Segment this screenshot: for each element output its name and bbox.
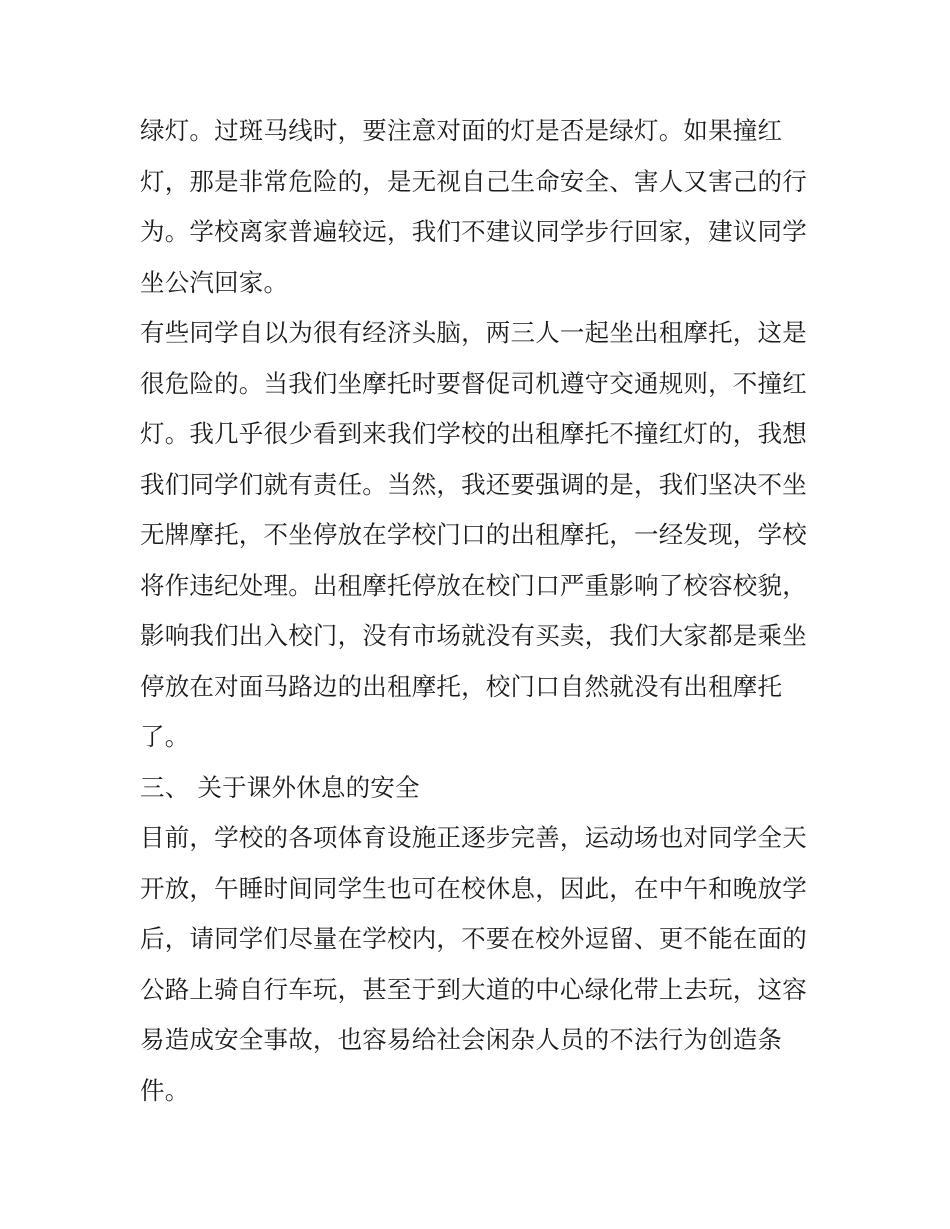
text-line: 为。学校离家普遍较远，我们不建议同学步行回家，建议同学: [140, 217, 807, 246]
text-line: 很危险的。当我们坐摩托时要督促司机遵守交通规则，不撞红: [140, 369, 807, 398]
text-line: 停放在对面马路边的出租摩托，校门口自然就没有出租摩托: [140, 672, 783, 701]
text-line: 将作违纪处理。出租摩托停放在校门口严重影响了校容校貌，: [140, 571, 807, 600]
text-line: 件。: [140, 1076, 190, 1105]
text-line: 开放，午睡时间同学生也可在校休息，因此，在中午和晚放学: [140, 874, 807, 903]
text-line: 目前，学校的各项体育设施正逐步完善，运动场也对同学全天: [140, 823, 807, 852]
text-line: 影响我们出入校门，没有市场就没有买卖，我们大家都是乘坐: [140, 621, 807, 650]
text-line: 公路上骑自行车玩，甚至于到大道的中心绿化带上去玩，这容: [140, 975, 807, 1004]
text-line: 有些同学自以为很有经济头脑，两三人一起坐出租摩托，这是: [140, 318, 807, 347]
text-line: 绿灯。过斑马线时，要注意对面的灯是否是绿灯。如果撞红: [140, 116, 783, 145]
text-line: 坐公汽回家。: [140, 268, 289, 297]
text-line: 易造成安全事故，也容易给社会闲杂人员的不法行为创造条: [140, 1025, 783, 1054]
text-line: 无牌摩托，不坐停放在学校门口的出租摩托，一经发现，学校: [140, 520, 807, 549]
text-line: 灯，那是非常危险的，是无视自己生命安全、害人又害己的行: [140, 167, 807, 196]
text-line: 后，请同学们尽量在学校内，不要在校外逗留、更不能在面的: [140, 924, 807, 953]
text-line: 我们同学们就有责任。当然，我还要强调的是，我们坚决不坐: [140, 470, 807, 499]
text-line: 灯。我几乎很少看到来我们学校的出租摩托不撞红灯的，我想: [140, 419, 807, 448]
section-heading: 三、 关于课外休息的安全: [140, 773, 420, 802]
text-line: 了。: [140, 722, 190, 751]
